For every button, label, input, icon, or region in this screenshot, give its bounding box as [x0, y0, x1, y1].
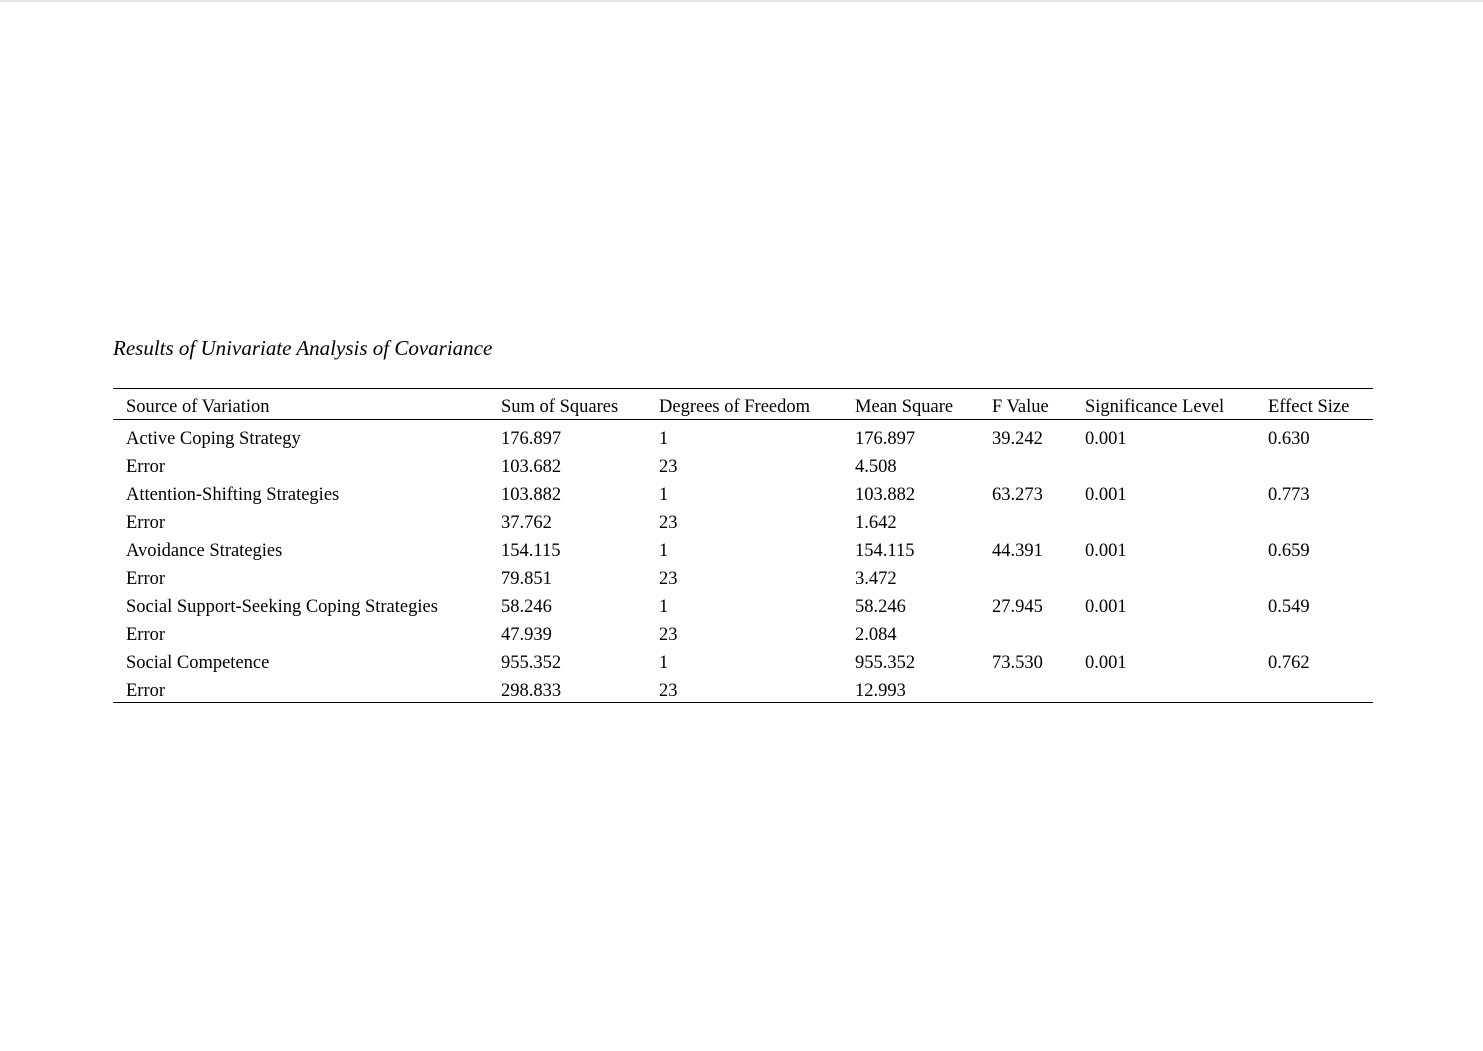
cell-mean-square: 58.246 — [855, 597, 906, 617]
cell-mean-square: 154.115 — [855, 541, 915, 561]
cell-sum-of-squares: 176.897 — [501, 429, 562, 449]
cell-f-value — [992, 674, 1085, 703]
cell-effect-size — [1268, 618, 1373, 646]
cell-effect-size: 0.773 — [1268, 485, 1310, 505]
column-header-effect-size: Effect Size — [1268, 389, 1373, 420]
column-header-degrees-of-freedom: Degrees of Freedom — [659, 389, 855, 420]
table-row — [113, 534, 1373, 562]
cell-f-value: 63.273 — [992, 485, 1043, 505]
cell-significance-level — [1085, 674, 1268, 703]
cell-significance-level: 0.001 — [1085, 653, 1127, 673]
cell-mean-square: 955.352 — [855, 653, 916, 673]
cell-significance-level — [1085, 618, 1268, 646]
ancova-results-table — [113, 388, 1373, 703]
table-row — [113, 618, 1373, 646]
cell-degrees-of-freedom: 23 — [659, 625, 678, 645]
column-header-f-value: F Value — [992, 389, 1085, 420]
cell-sum-of-squares: 103.882 — [501, 485, 562, 505]
cell-mean-square: 2.084 — [855, 625, 897, 645]
column-header-source: Source of Variation — [113, 389, 501, 420]
table-row — [113, 674, 1373, 703]
cell-significance-level: 0.001 — [1085, 597, 1127, 617]
cell-f-value: 44.391 — [992, 541, 1043, 561]
cell-f-value: 39.242 — [992, 429, 1043, 449]
cell-significance-level — [1085, 562, 1268, 590]
cell-source: Active Coping Strategy — [126, 429, 301, 449]
cell-source: Social Support-Seeking Coping Strategies — [126, 597, 438, 617]
cell-f-value — [992, 562, 1085, 590]
cell-source: Error — [126, 681, 166, 701]
table-row — [113, 478, 1373, 506]
table-header-row — [113, 389, 1373, 420]
cell-sum-of-squares: 955.352 — [501, 653, 562, 673]
table-row — [113, 420, 1373, 451]
cell-effect-size: 0.630 — [1268, 429, 1310, 449]
column-header-mean-square: Mean Square — [855, 389, 992, 420]
cell-degrees-of-freedom: 1 — [659, 541, 669, 561]
cell-effect-size: 0.549 — [1268, 597, 1310, 617]
cell-mean-square: 12.993 — [855, 681, 906, 701]
cell-mean-square: 176.897 — [855, 429, 916, 449]
cell-degrees-of-freedom: 23 — [659, 457, 678, 477]
table-caption: Results of Univariate Analysis of Covariance — [113, 336, 493, 360]
cell-source: Error — [126, 457, 166, 477]
cell-mean-square: 3.472 — [855, 569, 897, 589]
cell-f-value: 27.945 — [992, 597, 1043, 617]
cell-significance-level — [1085, 450, 1268, 478]
cell-significance-level: 0.001 — [1085, 429, 1127, 449]
cell-degrees-of-freedom: 23 — [659, 513, 678, 533]
cell-source: Error — [126, 569, 166, 589]
cell-degrees-of-freedom: 1 — [659, 429, 669, 449]
cell-degrees-of-freedom: 1 — [659, 485, 669, 505]
cell-source: Error — [126, 513, 166, 533]
cell-effect-size — [1268, 674, 1373, 703]
cell-sum-of-squares: 58.246 — [501, 597, 552, 617]
cell-effect-size: 0.659 — [1268, 541, 1310, 561]
cell-significance-level — [1085, 506, 1268, 534]
cell-mean-square: 103.882 — [855, 485, 916, 505]
page-top-edge — [0, 0, 1483, 2]
table-row — [113, 646, 1373, 674]
table-row — [113, 562, 1373, 590]
cell-source: Social Competence — [126, 653, 270, 673]
table-row — [113, 590, 1373, 618]
cell-f-value — [992, 506, 1085, 534]
cell-sum-of-squares: 154.115 — [501, 541, 561, 561]
cell-significance-level: 0.001 — [1085, 485, 1127, 505]
cell-degrees-of-freedom: 1 — [659, 653, 669, 673]
cell-effect-size — [1268, 562, 1373, 590]
cell-f-value: 73.530 — [992, 653, 1043, 673]
column-header-sum-of-squares: Sum of Squares — [501, 389, 659, 420]
cell-source: Error — [126, 625, 166, 645]
cell-f-value — [992, 450, 1085, 478]
cell-degrees-of-freedom: 23 — [659, 681, 678, 701]
cell-f-value — [992, 618, 1085, 646]
cell-mean-square: 1.642 — [855, 513, 897, 533]
table-row — [113, 450, 1373, 478]
cell-effect-size — [1268, 450, 1373, 478]
cell-sum-of-squares: 47.939 — [501, 625, 552, 645]
cell-source: Attention-Shifting Strategies — [126, 485, 340, 505]
cell-degrees-of-freedom: 23 — [659, 569, 678, 589]
cell-effect-size — [1268, 506, 1373, 534]
cell-significance-level: 0.001 — [1085, 541, 1127, 561]
cell-mean-square: 4.508 — [855, 457, 897, 477]
cell-sum-of-squares: 298.833 — [501, 681, 562, 701]
cell-sum-of-squares: 37.762 — [501, 513, 552, 533]
cell-source: Avoidance Strategies — [126, 541, 283, 561]
cell-degrees-of-freedom: 1 — [659, 597, 669, 617]
cell-effect-size: 0.762 — [1268, 653, 1310, 673]
table-row — [113, 506, 1373, 534]
column-header-significance-level: Significance Level — [1085, 389, 1268, 420]
cell-sum-of-squares: 79.851 — [501, 569, 552, 589]
cell-sum-of-squares: 103.682 — [501, 457, 562, 477]
